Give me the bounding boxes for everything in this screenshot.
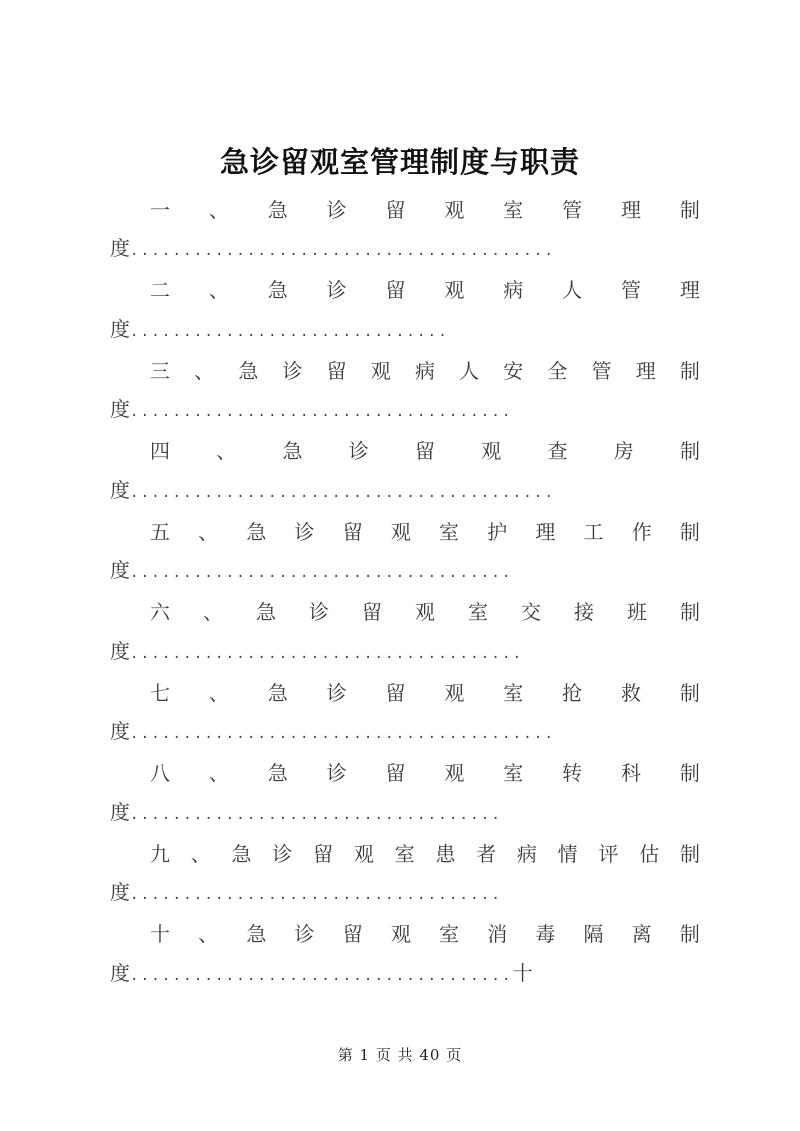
toc-heading-tail: 度 <box>110 316 130 341</box>
toc-heading-char: 观 <box>390 922 411 946</box>
toc-heading-char: 制 <box>679 197 700 222</box>
toc-heading-char: 隔 <box>583 922 604 946</box>
toc-heading <box>150 591 700 631</box>
toc-heading-char: 毒 <box>535 922 556 946</box>
toc-entry <box>110 591 700 672</box>
toc-heading-char: 、 <box>190 841 211 866</box>
toc-continuation <box>110 228 555 268</box>
toc-heading-char: 急 <box>231 841 252 866</box>
toc-heading-char: 、 <box>198 922 219 946</box>
toc-dot-leader: .............................. <box>130 323 449 340</box>
toc-heading-char: 诊 <box>309 600 329 624</box>
toc-heading-char: 观 <box>390 519 411 544</box>
toc-heading-char: 二 <box>150 278 170 302</box>
table-of-contents <box>110 188 700 993</box>
toc-heading-char: 诊 <box>326 761 347 785</box>
toc-heading-char: 理 <box>535 519 556 544</box>
toc-heading-char: 班 <box>627 600 647 624</box>
toc-heading-char: 理 <box>635 358 656 383</box>
toc-heading-char: 、 <box>208 761 229 785</box>
toc-heading-char: 制 <box>679 519 700 544</box>
toc-entry <box>110 430 700 511</box>
toc-heading-char: 室 <box>439 519 460 544</box>
toc-entry <box>110 188 700 269</box>
toc-heading-char: 急 <box>256 600 276 624</box>
toc-heading-tail: 度 <box>110 799 130 824</box>
toc-heading-char: 估 <box>639 841 660 866</box>
page-footer: 第 1 页 共 40 页 <box>337 1046 463 1064</box>
toc-heading-char: 留 <box>385 197 406 222</box>
toc-continuation <box>110 389 513 429</box>
toc-heading-char: 接 <box>574 600 594 624</box>
toc-heading-char: 室 <box>503 761 524 785</box>
toc-entry <box>110 510 700 591</box>
toc-heading-char: 、 <box>208 680 229 705</box>
toc-heading-char: 留 <box>326 358 347 383</box>
toc-heading-char: 留 <box>342 519 363 544</box>
toc-heading-char: 诊 <box>326 197 347 222</box>
toc-heading-tail: 度 <box>110 236 130 260</box>
toc-entry <box>110 269 700 350</box>
toc-heading-char: 留 <box>342 922 363 946</box>
toc-heading-char: 理 <box>679 278 700 302</box>
toc-heading-char: 十 <box>150 922 170 946</box>
toc-heading-char: 人 <box>562 278 583 302</box>
toc-heading-char: 全 <box>547 358 568 383</box>
toc-heading <box>150 913 700 953</box>
toc-heading-char: 观 <box>444 197 465 222</box>
toc-heading-char: 急 <box>246 922 267 946</box>
toc-heading-char: 留 <box>385 680 406 705</box>
toc-heading-char: 急 <box>246 519 267 544</box>
toc-heading-char: 观 <box>353 841 374 866</box>
toc-continuation <box>110 309 449 349</box>
toc-heading-char: 制 <box>679 680 700 705</box>
page-title: 急诊留观室管理制度与职责 <box>219 145 580 179</box>
toc-heading-char: 病 <box>503 278 524 302</box>
toc-heading-char: 急 <box>282 439 303 463</box>
toc-continuation <box>110 872 502 912</box>
toc-heading-char: 者 <box>476 841 497 866</box>
toc-heading-char: 作 <box>631 519 652 544</box>
toc-dot-leader: .................................... <box>130 404 513 420</box>
toc-heading-char: 留 <box>313 841 334 866</box>
toc-heading-char: 诊 <box>294 519 315 544</box>
toc-heading-char: 护 <box>487 519 508 544</box>
toc-heading-char: 一 <box>150 197 170 222</box>
toc-heading-char: 科 <box>621 761 641 785</box>
toc-heading-tail: 度 <box>110 477 130 502</box>
toc-dot-leader: ........................................ <box>130 484 556 501</box>
toc-heading-char: 留 <box>385 278 406 302</box>
toc-heading-char: 病 <box>516 841 537 866</box>
toc-heading-char: 观 <box>444 278 465 302</box>
toc-heading-tail: 度 <box>110 397 130 421</box>
toc-heading-char: 交 <box>521 600 541 624</box>
toc-entry <box>110 913 700 994</box>
toc-heading-char: 救 <box>621 680 641 705</box>
toc-continuation <box>110 550 513 590</box>
toc-heading-char: 、 <box>208 197 229 222</box>
toc-heading-char: 急 <box>267 680 288 705</box>
toc-heading-char: 诊 <box>326 680 347 705</box>
toc-heading-char: 诊 <box>282 358 303 383</box>
toc-heading-char: 室 <box>394 841 415 866</box>
toc-heading <box>150 752 700 792</box>
toc-heading <box>150 430 700 470</box>
toc-heading <box>150 188 700 228</box>
toc-heading-char: 室 <box>503 197 524 222</box>
toc-heading-char: 七 <box>150 680 170 705</box>
toc-heading <box>150 349 700 389</box>
toc-heading-char: 、 <box>216 439 237 463</box>
toc-heading-char: 查 <box>547 439 568 463</box>
toc-heading-char: 留 <box>385 761 406 785</box>
toc-heading-char: 制 <box>679 761 700 785</box>
toc-continuation <box>110 470 555 510</box>
toc-heading-char: 室 <box>439 922 460 946</box>
toc-heading-char: 九 <box>150 841 170 866</box>
toc-heading-char: 离 <box>631 922 652 946</box>
toc-continuation <box>110 953 533 993</box>
toc-heading-char: 、 <box>194 358 215 383</box>
toc-dot-leader: .................................... <box>130 565 513 581</box>
toc-heading-char: 管 <box>591 358 612 383</box>
toc-heading-char: 诊 <box>348 439 369 463</box>
toc-heading-char: 评 <box>598 841 619 866</box>
toc-suffix: 十 <box>512 960 533 985</box>
toc-heading-char: 观 <box>444 680 465 705</box>
toc-heading-char: 诊 <box>272 841 293 866</box>
toc-heading-char: 制 <box>679 358 700 383</box>
toc-heading-char: 转 <box>562 761 583 785</box>
toc-heading-tail: 度 <box>110 960 130 985</box>
toc-heading <box>150 671 700 711</box>
toc-heading-char: 患 <box>435 841 456 866</box>
toc-heading-char: 观 <box>370 358 391 383</box>
toc-heading-char: 诊 <box>294 922 315 946</box>
toc-heading <box>150 269 700 309</box>
toc-heading-char: 室 <box>468 600 488 624</box>
toc-heading-char: 急 <box>267 278 288 302</box>
toc-heading-char: 管 <box>562 197 583 222</box>
toc-heading-char: 、 <box>198 519 219 544</box>
toc-heading-tail: 度 <box>110 558 130 582</box>
toc-heading-char: 急 <box>267 761 288 785</box>
toc-continuation <box>110 792 502 832</box>
toc-entry <box>110 752 700 833</box>
toc-dot-leader: .................................... <box>130 967 513 984</box>
toc-heading-char: 房 <box>613 439 634 463</box>
toc-heading-char: 观 <box>444 761 465 785</box>
toc-continuation <box>110 631 523 671</box>
toc-heading <box>150 832 700 872</box>
toc-heading-char: 观 <box>481 439 502 463</box>
toc-heading <box>150 510 700 550</box>
toc-entry <box>110 349 700 430</box>
toc-heading-char: 观 <box>415 600 435 624</box>
toc-heading-char: 、 <box>208 278 229 302</box>
toc-heading-char: 六 <box>150 600 170 624</box>
toc-heading-char: 制 <box>680 439 700 463</box>
toc-heading-char: 情 <box>557 841 578 866</box>
toc-heading-char: 五 <box>150 519 170 544</box>
toc-heading-char: 急 <box>238 358 259 383</box>
toc-heading-char: 八 <box>150 761 170 785</box>
toc-dot-leader: ........................................ <box>130 243 556 259</box>
toc-heading-char: 留 <box>362 600 382 624</box>
toc-heading-char: 病 <box>414 358 435 383</box>
toc-dot-leader: ........................................ <box>130 726 556 742</box>
toc-heading-char: 诊 <box>326 278 347 302</box>
toc-heading-char: 抢 <box>562 680 583 705</box>
toc-entry <box>110 671 700 752</box>
toc-heading-char: 理 <box>621 197 641 222</box>
toc-heading-char: 管 <box>621 278 641 302</box>
toc-entry <box>110 832 700 913</box>
toc-heading-char: 三 <box>150 358 170 383</box>
toc-heading-tail: 度 <box>110 638 130 663</box>
toc-dot-leader: ..................................... <box>130 645 524 662</box>
toc-heading-char: 、 <box>203 600 223 624</box>
toc-heading-char: 制 <box>680 600 700 624</box>
toc-heading-char: 安 <box>503 358 524 383</box>
toc-heading-char: 消 <box>487 922 508 946</box>
toc-heading-char: 人 <box>459 358 480 383</box>
toc-heading-char: 留 <box>415 439 435 463</box>
toc-heading-tail: 度 <box>110 880 130 904</box>
toc-dot-leader: ................................... <box>130 887 503 903</box>
toc-heading-char: 工 <box>583 519 604 544</box>
toc-dot-leader: ................................... <box>130 806 503 823</box>
toc-heading-char: 制 <box>679 922 700 946</box>
toc-heading-char: 急 <box>267 197 288 222</box>
toc-heading-char: 制 <box>679 841 700 866</box>
toc-continuation <box>110 711 555 751</box>
toc-heading-char: 室 <box>503 680 524 705</box>
toc-heading-char: 四 <box>150 439 170 463</box>
toc-heading-tail: 度 <box>110 719 130 743</box>
